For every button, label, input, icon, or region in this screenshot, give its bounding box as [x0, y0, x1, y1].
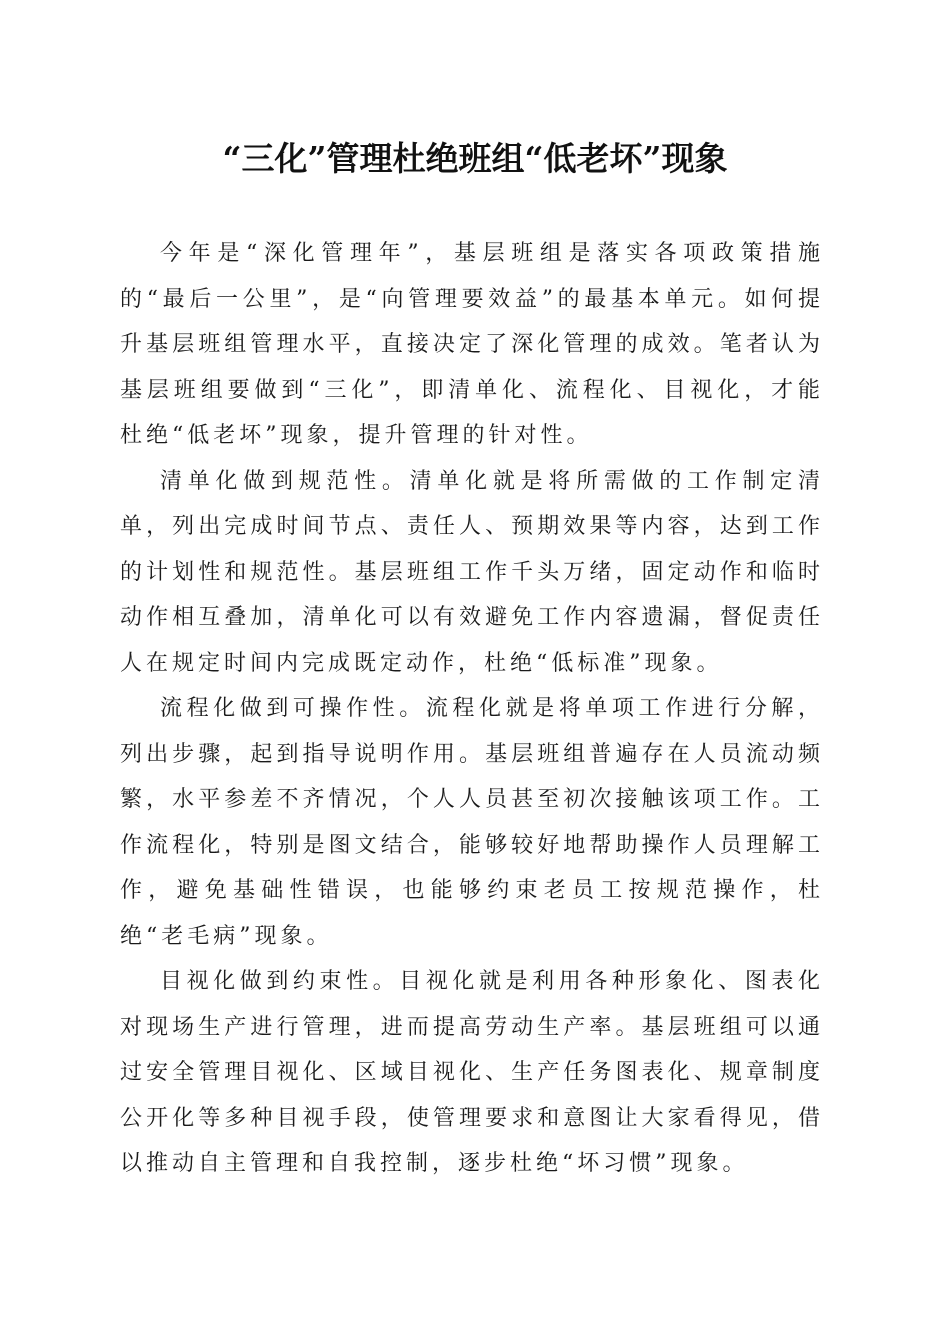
- paragraph-checklist: 清单化做到规范性。清单化就是将所需做的工作制定清单，列出完成时间节点、责任人、预期效果等内容，达到工作的计划性和规范性。基层班组工作千头万绪，固定动作和临时动作相互叠加，清单化可以有效避免工作内容遗漏，督促责任人在规定时间内完成既定动作，杜绝“低标准”现象。: [120, 468, 824, 676]
- document-body: [120, 231, 824, 1187]
- paragraph-intro: 今年是“深化管理年”，基层班组是落实各项政策措施的“最后一公里”，是“向管理要效益”的最基本单元。如何提升基层班组管理水平，直接决定了深化管理的成效。笔者认为基层班组要做到“三化”，即清单化、流程化、目视化，才能杜绝“低老坏”现象，提升管理的针对性。: [120, 241, 824, 448]
- paragraph-visual: 目视化做到约束性。目视化就是利用各种形象化、图表化对现场生产进行管理，进而提高劳动生产率。基层班组可以通过安全管理目视化、区域目视化、生产任务图表化、规章制度公开化等多种目视手段，使管理要求和意图让大家看得见，借以推动自主管理和自我控制，逐步杜绝“坏习惯”现象。: [120, 969, 824, 1176]
- document-title: “三化”管理杜绝班组“低老坏”现象: [222, 139, 728, 178]
- paragraph-process: 流程化做到可操作性。流程化就是将单项工作进行分解，列出步骤，起到指导说明作用。基层班组普遍存在人员流动频繁，水平参差不齐情况，个人人员甚至初次接触该项工作。工作流程化，特别是图文结合，能够较好地帮助操作人员理解工作，避免基础性错误，也能够约束老员工按规范操作，杜绝“老毛病”现象。: [120, 696, 824, 949]
